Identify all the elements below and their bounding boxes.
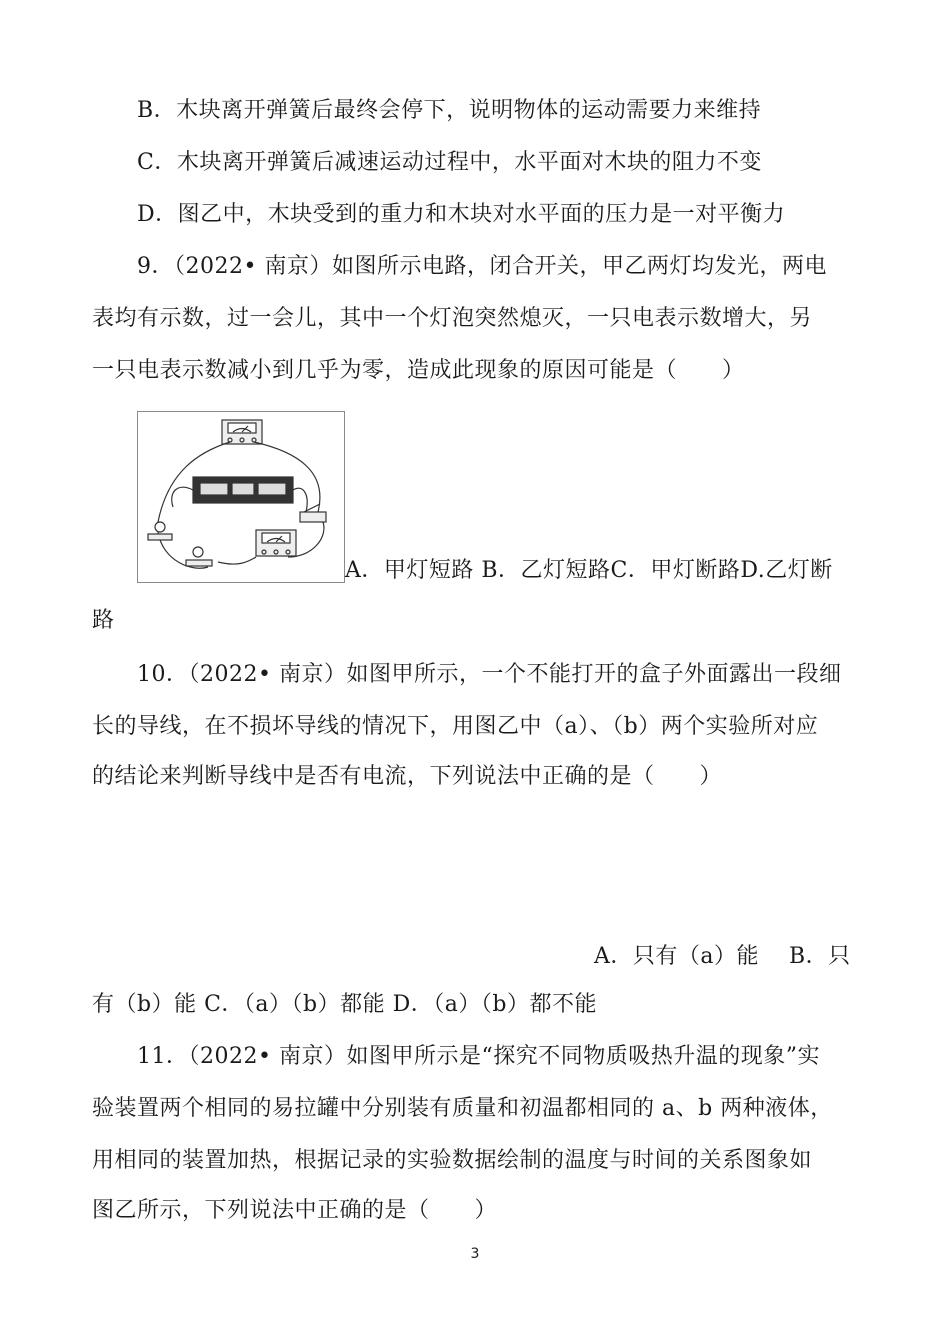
question-9-options: A．甲灯短路 B．乙灯短路C．甲灯断路D.乙灯断 bbox=[345, 558, 833, 583]
question-10-line-2: 长的导线，在不损坏导线的情况下，用图乙中（a）、（b）两个实验所对应 bbox=[92, 714, 819, 739]
question-9-line-1: 9．（2022• 南京）如图所示电路，闭合开关，甲乙两灯均发光，两电 bbox=[137, 254, 827, 279]
option-d-line: D．图乙中，木块受到的重力和木块对水平面的压力是一对平衡力 bbox=[137, 202, 786, 227]
option-b-line: B．木块离开弹簧后最终会停下，说明物体的运动需要力来维持 bbox=[137, 98, 762, 123]
question-10-line-1: 10．（2022• 南京）如图甲所示，一个不能打开的盒子外面露出一段细 bbox=[137, 662, 842, 687]
circuit-diagram-image bbox=[138, 412, 344, 582]
question-9-line-3: 一只电表示数减小到几乎为零，造成此现象的原因可能是（ ） bbox=[92, 358, 745, 383]
question-10-line-3: 的结论来判断导线中是否有电流，下列说法中正确的是（ ） bbox=[92, 764, 723, 789]
question-10-options-2: 有（b）能 C．（a）（b）都能 D．（a）（b）都不能 bbox=[92, 992, 597, 1017]
question-11-line-4: 图乙所示，下列说法中正确的是（ ） bbox=[92, 1198, 498, 1223]
question-11-line-2: 验装置两个相同的易拉罐中分别装有质量和初温都相同的 a、b 两种液体， bbox=[92, 1096, 833, 1121]
question-10-options-1: A．只有（a）能 B．只 bbox=[594, 944, 851, 969]
question-11-line-3: 用相同的装置加热，根据记录的实验数据绘制的温度与时间的关系图象如 bbox=[92, 1148, 813, 1173]
page-number: 3 bbox=[470, 1246, 480, 1262]
question-11-line-1: 11．（2022• 南京）如图甲所示是“探究不同物质吸热升温的现象”实 bbox=[137, 1044, 820, 1069]
question-9-line-2: 表均有示数，过一会儿，其中一个灯泡突然熄灭，一只电表示数增大，另 bbox=[92, 306, 813, 331]
option-c-line: C．木块离开弹簧后减速运动过程中，水平面对木块的阻力不变 bbox=[137, 150, 762, 175]
circuit-figure bbox=[137, 411, 345, 583]
question-9-options-tail: 路 bbox=[92, 608, 115, 633]
